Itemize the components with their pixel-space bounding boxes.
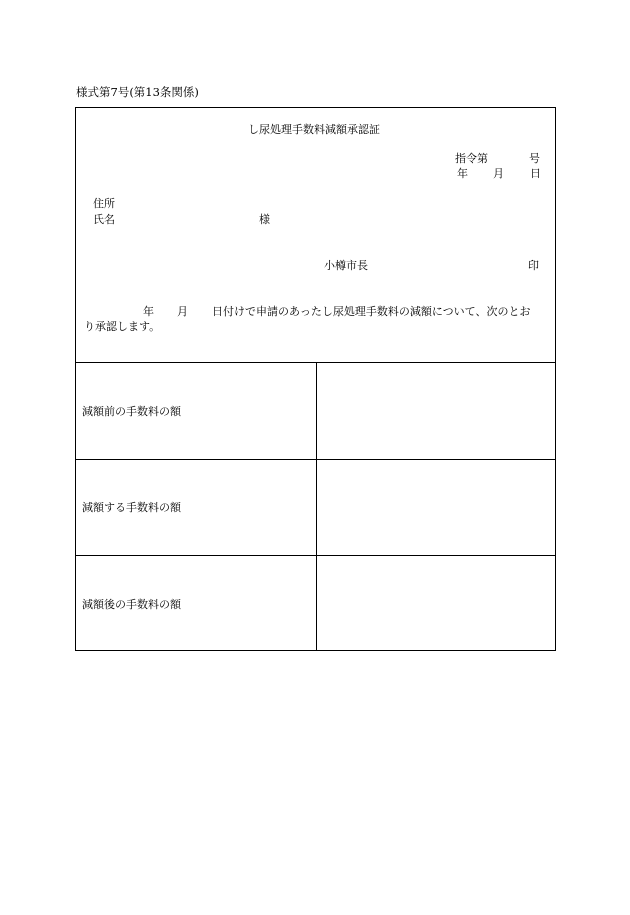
table-column-divider bbox=[316, 362, 317, 651]
address-label: 住所 bbox=[93, 197, 115, 210]
honorific: 様 bbox=[259, 213, 270, 226]
body-text-line2: り承認します。 bbox=[84, 320, 161, 333]
date-day-label: 日 bbox=[530, 167, 541, 180]
directive-label: 指令第 bbox=[455, 152, 488, 165]
body-month-label: 月 bbox=[177, 305, 188, 318]
body-text-line1: 日付けで申請のあったし尿処理手数料の減額について、次のとお bbox=[212, 305, 531, 318]
name-label: 氏名 bbox=[93, 213, 115, 226]
certificate-title: し尿処理手数料減額承認証 bbox=[248, 123, 380, 136]
issuer-name: 小樽市長 bbox=[324, 259, 368, 272]
fee-before-reduction-label: 減額前の手数料の額 bbox=[82, 405, 181, 418]
date-month-label: 月 bbox=[493, 167, 504, 180]
directive-number-label: 号 bbox=[529, 152, 540, 165]
certificate-frame bbox=[75, 107, 556, 651]
fee-after-reduction-label: 減額後の手数料の額 bbox=[82, 598, 181, 611]
date-year-label: 年 bbox=[457, 167, 468, 180]
reduction-amount-label: 減額する手数料の額 bbox=[82, 501, 181, 514]
form-number: 様式第7号(第13条関係) bbox=[76, 85, 199, 99]
seal-mark: 印 bbox=[528, 259, 539, 272]
body-year-label: 年 bbox=[143, 305, 154, 318]
